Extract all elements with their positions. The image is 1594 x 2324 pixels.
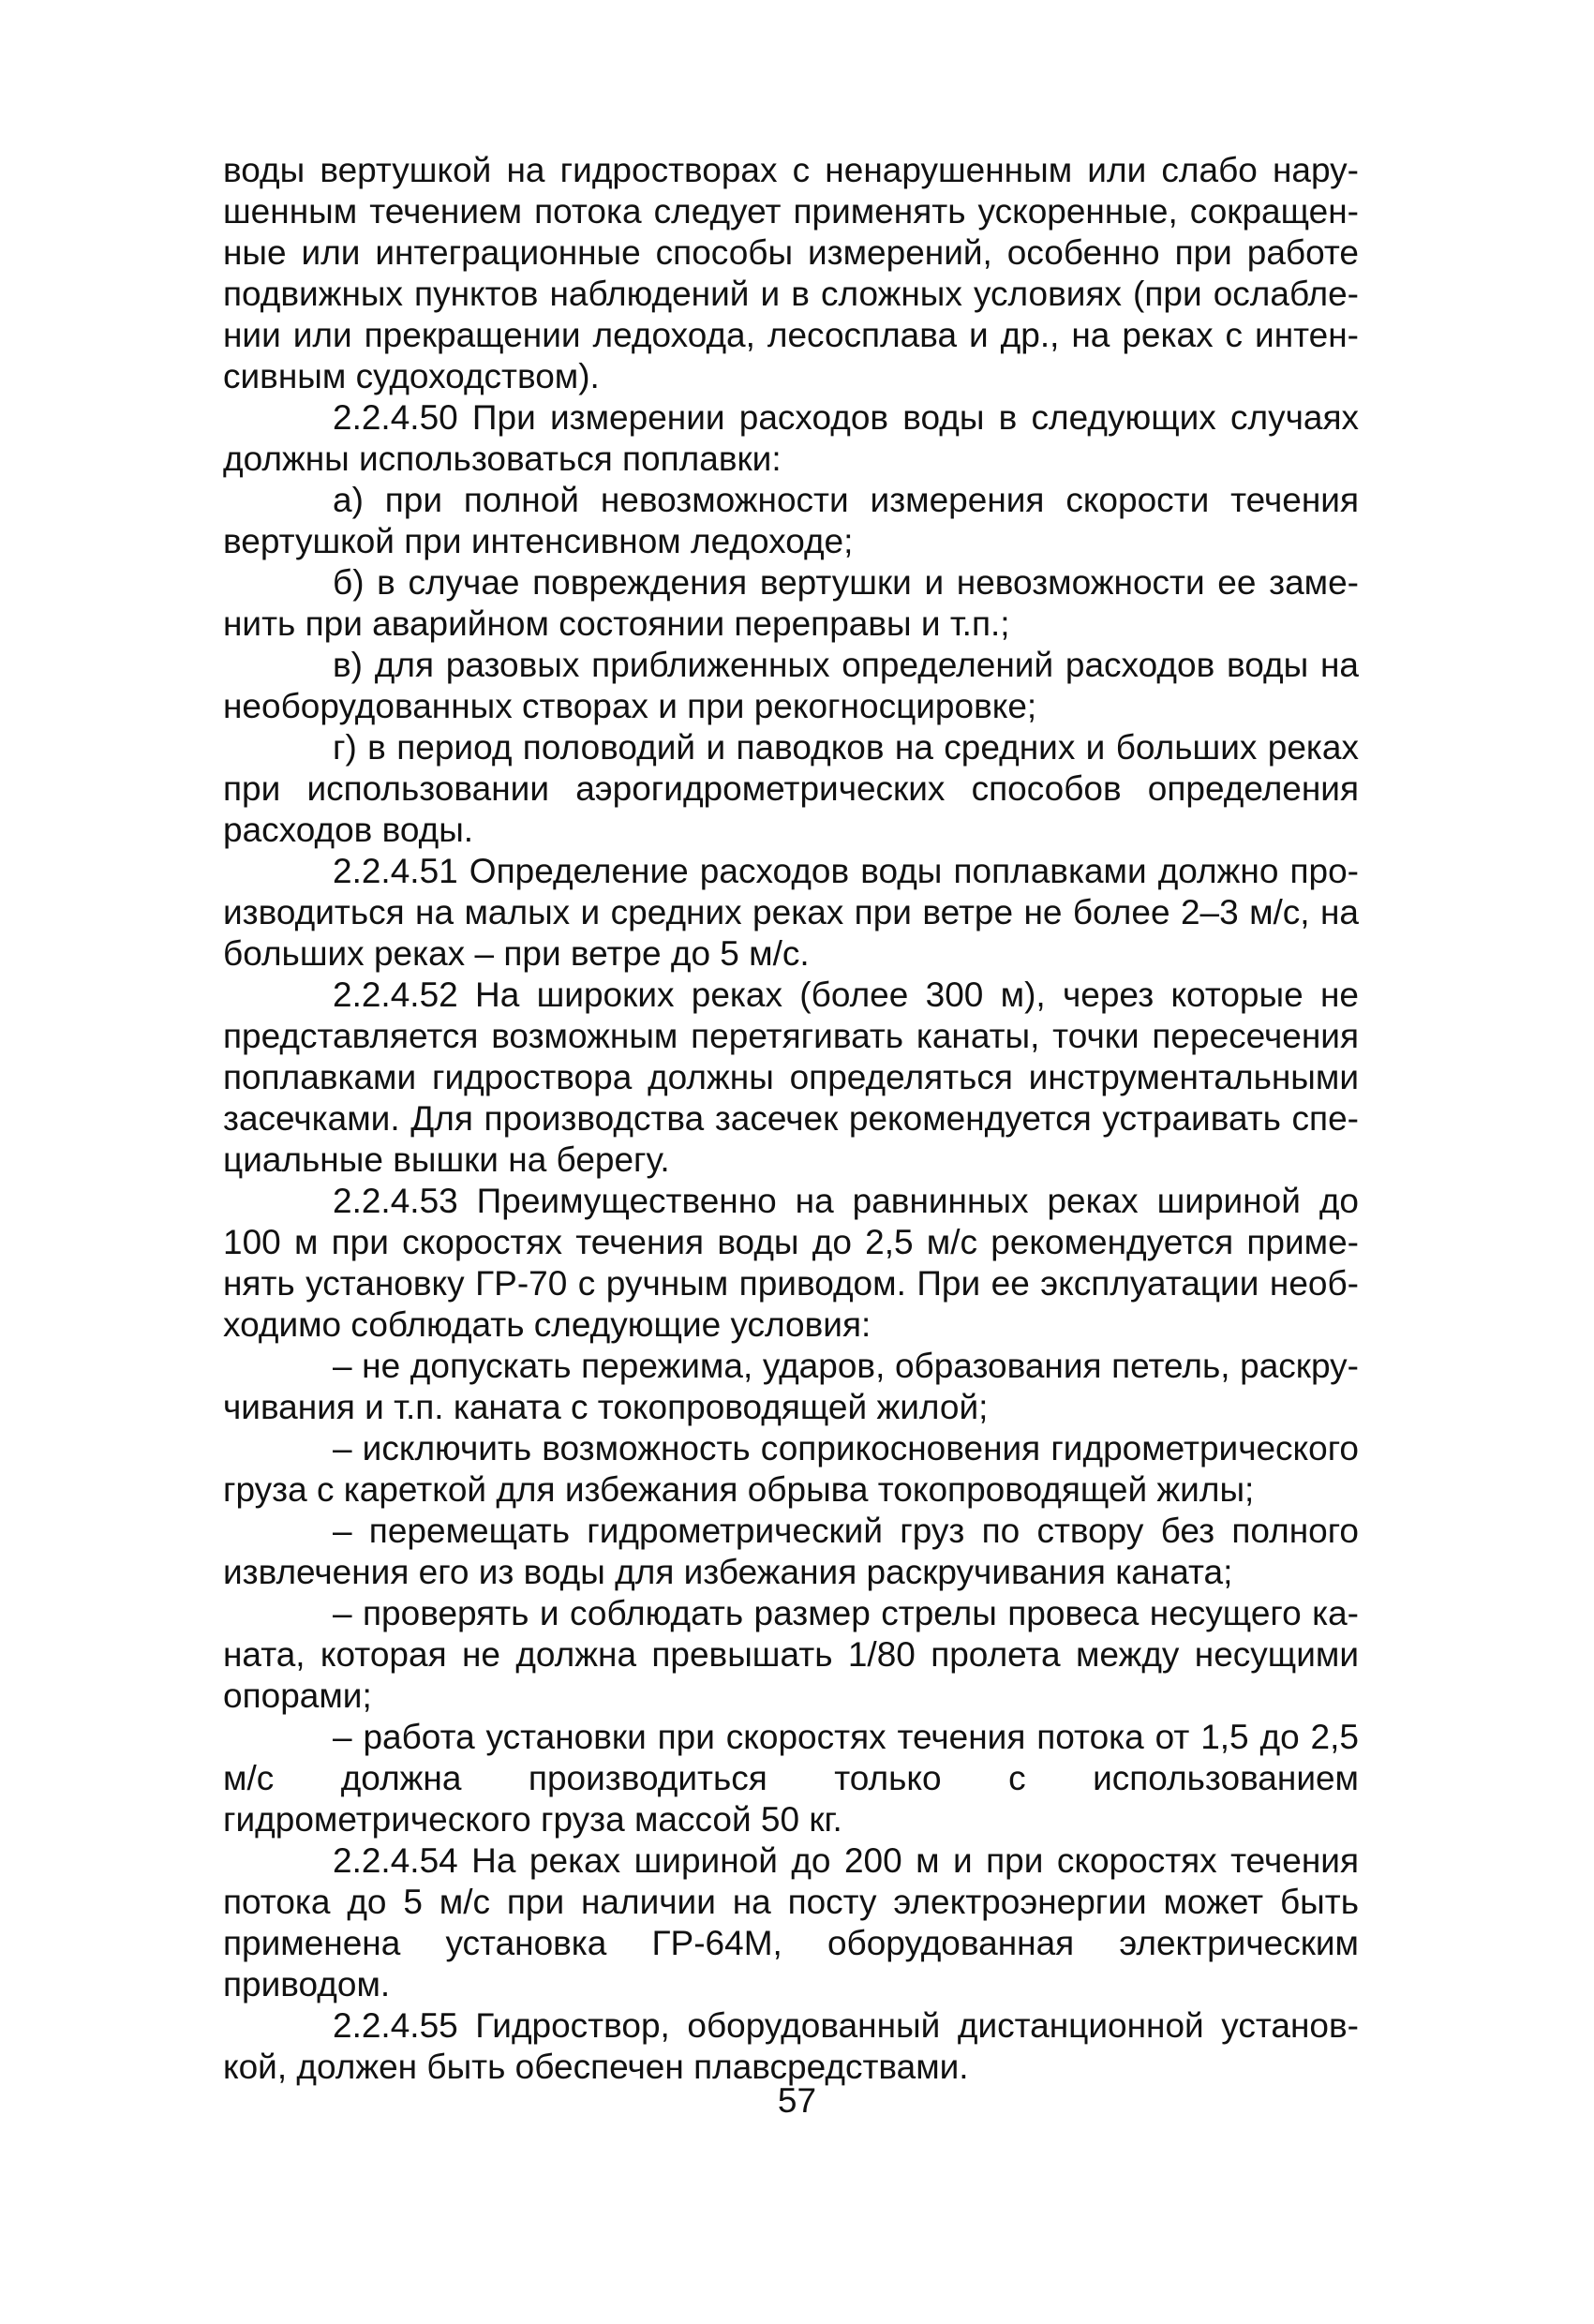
page-number: 57 — [777, 2081, 817, 2120]
dash-item-1: – не допускать пережима, ударов, образования петель, раскручивания и т.п. каната с токопроводящей жилой; — [223, 1347, 1359, 1426]
paragraph-2-2-4-50: 2.2.4.50 При измерении расходов воды в следующих случаях должны использоваться поплавки: — [223, 398, 1359, 478]
paragraph-2-2-4-53: 2.2.4.53 Преимущественно на равнинных реках шириной до 100 м при скоростях течения воды до 2,5 м/с рекомендуется применять установку ГР-70 с ручным приводом. При ее эксплуатации необходимо соблюдать следующие условия: — [223, 1182, 1359, 1344]
page-body — [223, 150, 1359, 2088]
dash-item-3: – перемещать гидрометрический груз по створу без полного извлечения его из воды для избежания раскручивания каната; — [223, 1512, 1359, 1591]
paragraph-2-2-4-54: 2.2.4.54 На реках шириной до 200 м и при скоростях течения потока до 5 м/с при наличии на посту электроэнергии может быть применена установка ГР-64М, оборудованная электрическим приводом. — [223, 1841, 1359, 2004]
paragraph-2-2-4-55: 2.2.4.55 Гидроствор, оборудованный дистанционной установкой, должен быть обеспечен плавсредствами. — [223, 2006, 1359, 2086]
paragraph-2-2-4-52: 2.2.4.52 На широких реках (более 300 м), через которые не представляется возможным перетягивать канаты, точки пересечения поплавками гидроствора должны определяться инструментальными засечками. Для производства засечек рекомендуется устраивать специальные вышки на берегу. — [223, 976, 1359, 1179]
list-item-g: г) в период половодий и паводков на средних и больших реках при использовании аэрогидрометрических способов определения расходов воды. — [223, 728, 1359, 849]
paragraph-2-2-4-51: 2.2.4.51 Определение расходов воды поплавками должно производиться на малых и средних реках при ветре не более 2–3 м/с, на больших реках – при ветре до 5 м/с. — [223, 852, 1359, 973]
list-item-v: в) для разовых приближенных определений расходов воды на необорудованных створах и при рекогносцировке; — [223, 646, 1359, 725]
dash-item-5: – работа установки при скоростях течения потока от 1,5 до 2,5 м/с должна производиться только с использованием гидрометрического груза массой 50 кг. — [223, 1718, 1359, 1839]
dash-item-2: – исключить возможность соприкосновения гидрометрического груза с кареткой для избежания обрыва токопроводящей жилы; — [223, 1429, 1359, 1509]
list-item-b: б) в случае повреждения вертушки и невозможности ее заменить при аварийном состоянии переправы и т.п.; — [223, 563, 1359, 643]
dash-item-4: – проверять и соблюдать размер стрелы провеса несущего каната, которая не должна превышать 1/80 пролета между несущими опорами; — [223, 1594, 1359, 1715]
paragraph-continuation: воды вертушкой на гидростворах с ненарушенным или слабо нарушенным течением потока следует применять ускоренные, сокращенные или интеграционные способы измерений, особенно при работе подвижных пунктов наблюдений и в сложных условиях (при ослаблении или прекращении ледохода, лесосплава и др., на реках с интенсивным судоходством). — [223, 151, 1359, 395]
list-item-a: а) при полной невозможности измерения скорости течения вертушкой при интенсивном ледоходе; — [223, 481, 1359, 560]
